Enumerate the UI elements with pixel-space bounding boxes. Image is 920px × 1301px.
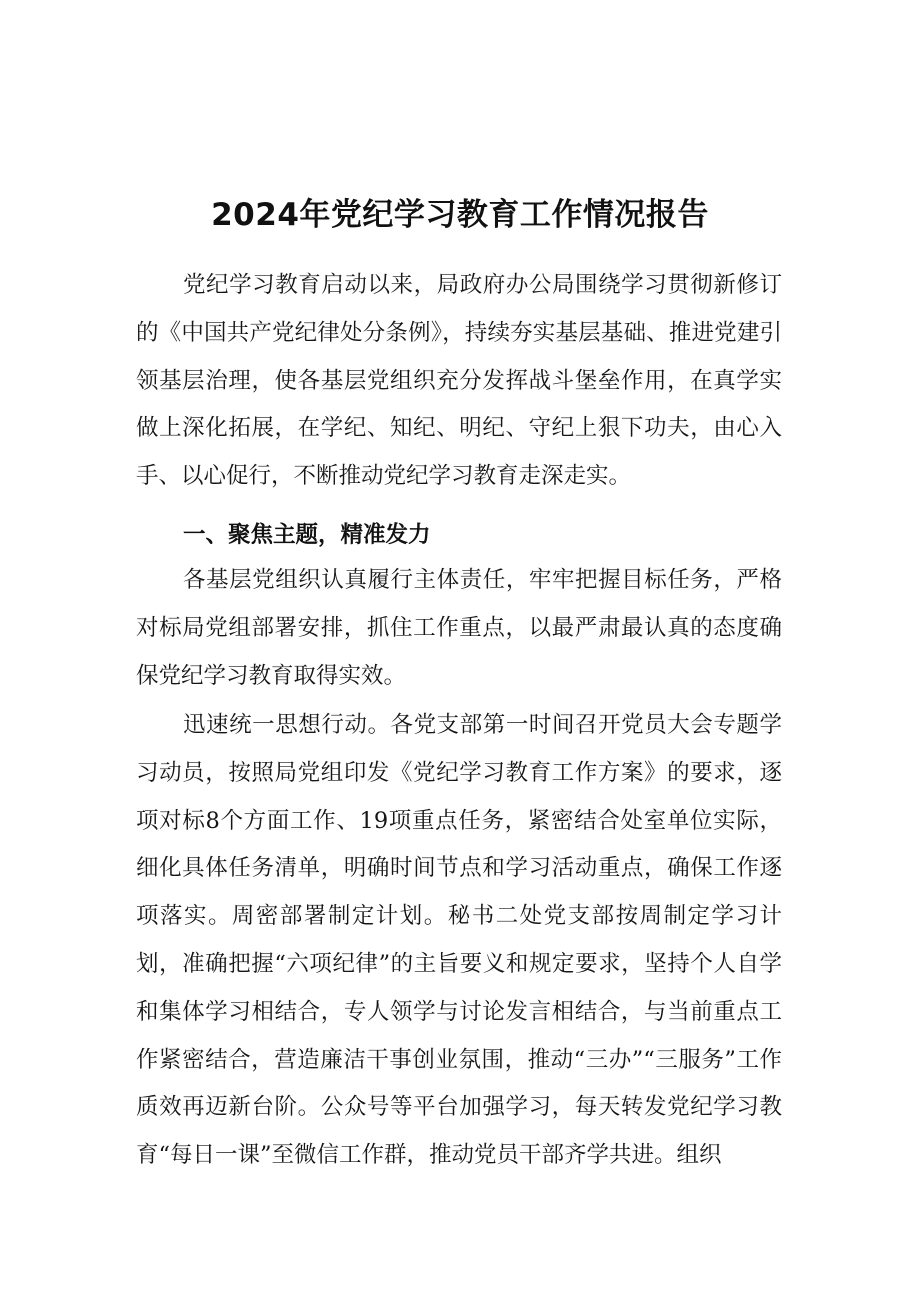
section-1-paragraph-1: 各基层党组织认真履行主体责任，牢牢把握目标任务，严格对标局党组部署安排，抓住工作重点，以最严肃最认真的态度确保党纪学习教育取得实效。 (136, 567, 782, 689)
document-title: 2024年党纪学习教育工作情况报告 (211, 196, 709, 233)
intro-paragraph: 党纪学习教育启动以来，局政府办公局围绕学习贯彻新修订的《中国共产党纪律处分条例》，持续夯实基层基础、推进党建引领基层治理，使各基层党组织充分发挥战斗堡垒作用，在真学实做上深化拓展，在学纪、知纪、明纪、守纪上狠下功夫，由心入手、以心促行，不断推动党纪学习教育走深走实。 (136, 272, 782, 490)
section-1-heading: 一、聚焦主题，精准发力 (183, 522, 431, 548)
section-1-paragraph-2: 迅速统一思想行动。各党支部第一时间召开党员大会专题学习动员，按照局党组印发《党纪学习教育工作方案》的要求，逐项对标8个方面工作、19项重点任务，紧密结合处室单位实际，细化具体任务清单，明确时间节点和学习活动重点，确保工作逐项落实。周密部署制定计划。秘书二处党支部按周制定学习计划，准确把握“六项纪律”的主旨要义和规定要求，坚持个人自学和集体学习相结合，专人领学与讨论发言相结合，与当前重点工作紧密结合，营造廉洁干事创业氛围，推动“三办”“三服务”工作质效再迈新台阶。公众号等平台加强学习，每天转发党纪学习教育“每日一课”至微信工作群，推动党员干部齐学共进。组织 (136, 712, 782, 1169)
